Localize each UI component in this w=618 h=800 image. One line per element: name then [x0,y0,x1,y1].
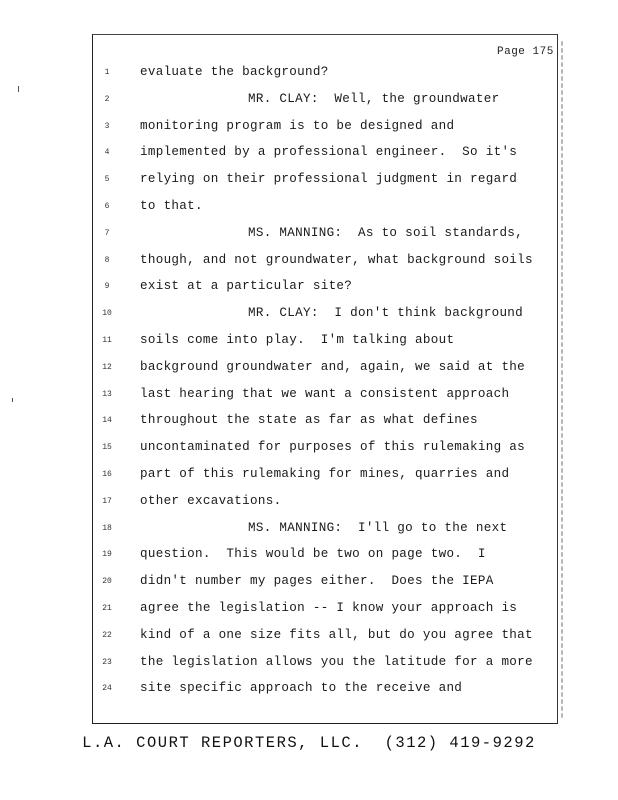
line-text: exist at a particular site? [140,279,353,294]
transcript-line [0,333,618,356]
transcript-line [0,118,618,142]
line-number: 17 [102,496,112,506]
line-text: throughout the state as far as what defines [140,413,478,428]
line-text: to that. [140,199,203,213]
line-text: implemented by a professional engineer. So it's [140,145,518,160]
line-text: site specific approach to the receive and [140,681,463,696]
line-number: 5 [104,175,110,185]
transcript-line [0,493,618,517]
line-number: 8 [104,255,110,265]
line-number: 18 [102,523,112,533]
line-number: 13 [102,389,112,399]
line-text: kind of a one size fits all, but do you agree that [140,627,533,642]
line-text: relying on their professional judgment in regard [140,172,518,187]
line-text: evaluate the background? [140,65,329,79]
line-text: MS. MANNING: I'll go to the next [248,520,508,535]
transcript-line [0,225,618,249]
line-number: 3 [104,121,110,131]
line-number: 15 [102,443,112,453]
transcript-line [0,681,618,704]
line-text: the legislation allows you the latitude for a more [140,654,533,669]
line-text: MS. MANNING: As to soil standards, [248,225,524,240]
line-text: soils come into play. I'm talking about [140,333,455,347]
line-number: 12 [102,362,112,372]
line-text: part of this rulemaking for mines, quarries and [140,467,510,481]
transcript-line [0,145,618,168]
line-text: background groundwater and, again, we said at the [140,359,526,374]
line-text: monitoring program is to be designed and [140,118,455,133]
transcript-line [0,440,618,463]
transcript-line [0,199,618,222]
line-number: 23 [102,657,112,667]
line-number: 4 [104,148,110,158]
line-number: 11 [102,336,112,345]
line-number: 19 [102,550,112,560]
line-number: 16 [102,470,112,479]
transcript-line [0,306,618,329]
line-text: though, and not groundwater, what background soils [140,252,533,267]
line-number: 20 [102,577,112,587]
transcript-line [0,413,618,436]
line-number: 7 [104,228,110,238]
line-number: 24 [102,684,112,694]
line-text: other excavations. [140,493,282,508]
transcript-line [0,279,618,302]
court-reporter-footer: L.A. COURT REPORTERS, LLC. (312) 419-9292 [82,734,536,752]
line-text: MR. CLAY: Well, the groundwater [248,91,500,106]
line-text: agree the legislation -- I know your approach is [140,601,518,615]
line-number: 21 [102,604,112,613]
transcript-line [0,172,618,195]
line-number: 1 [104,68,110,77]
transcript-line [0,386,618,410]
transcript-line [0,91,618,115]
line-number: 2 [104,94,110,104]
transcript-line [0,574,618,597]
line-number: 14 [102,416,112,426]
line-text: question. This would be two on page two. I [140,547,486,562]
transcript-line [0,252,618,276]
transcript-line [0,65,618,88]
transcript-line [0,520,618,544]
transcript-line [0,654,618,678]
line-number: 10 [102,309,112,319]
transcript-line [0,601,618,624]
line-number: 6 [104,202,110,211]
line-number: 22 [102,630,112,640]
page-number: Page 175 [497,46,554,58]
line-text: didn't number my pages either. Does the IEPA [140,574,494,589]
transcript-line [0,627,618,651]
line-text: uncontaminated for purposes of this rulemaking as [140,440,526,455]
line-number: 9 [104,282,110,292]
line-text: last hearing that we want a consistent approach [140,386,510,401]
transcript-line [0,359,618,383]
transcript-line [0,547,618,570]
transcript-line [0,467,618,490]
line-text: MR. CLAY: I don't think background [248,306,524,321]
